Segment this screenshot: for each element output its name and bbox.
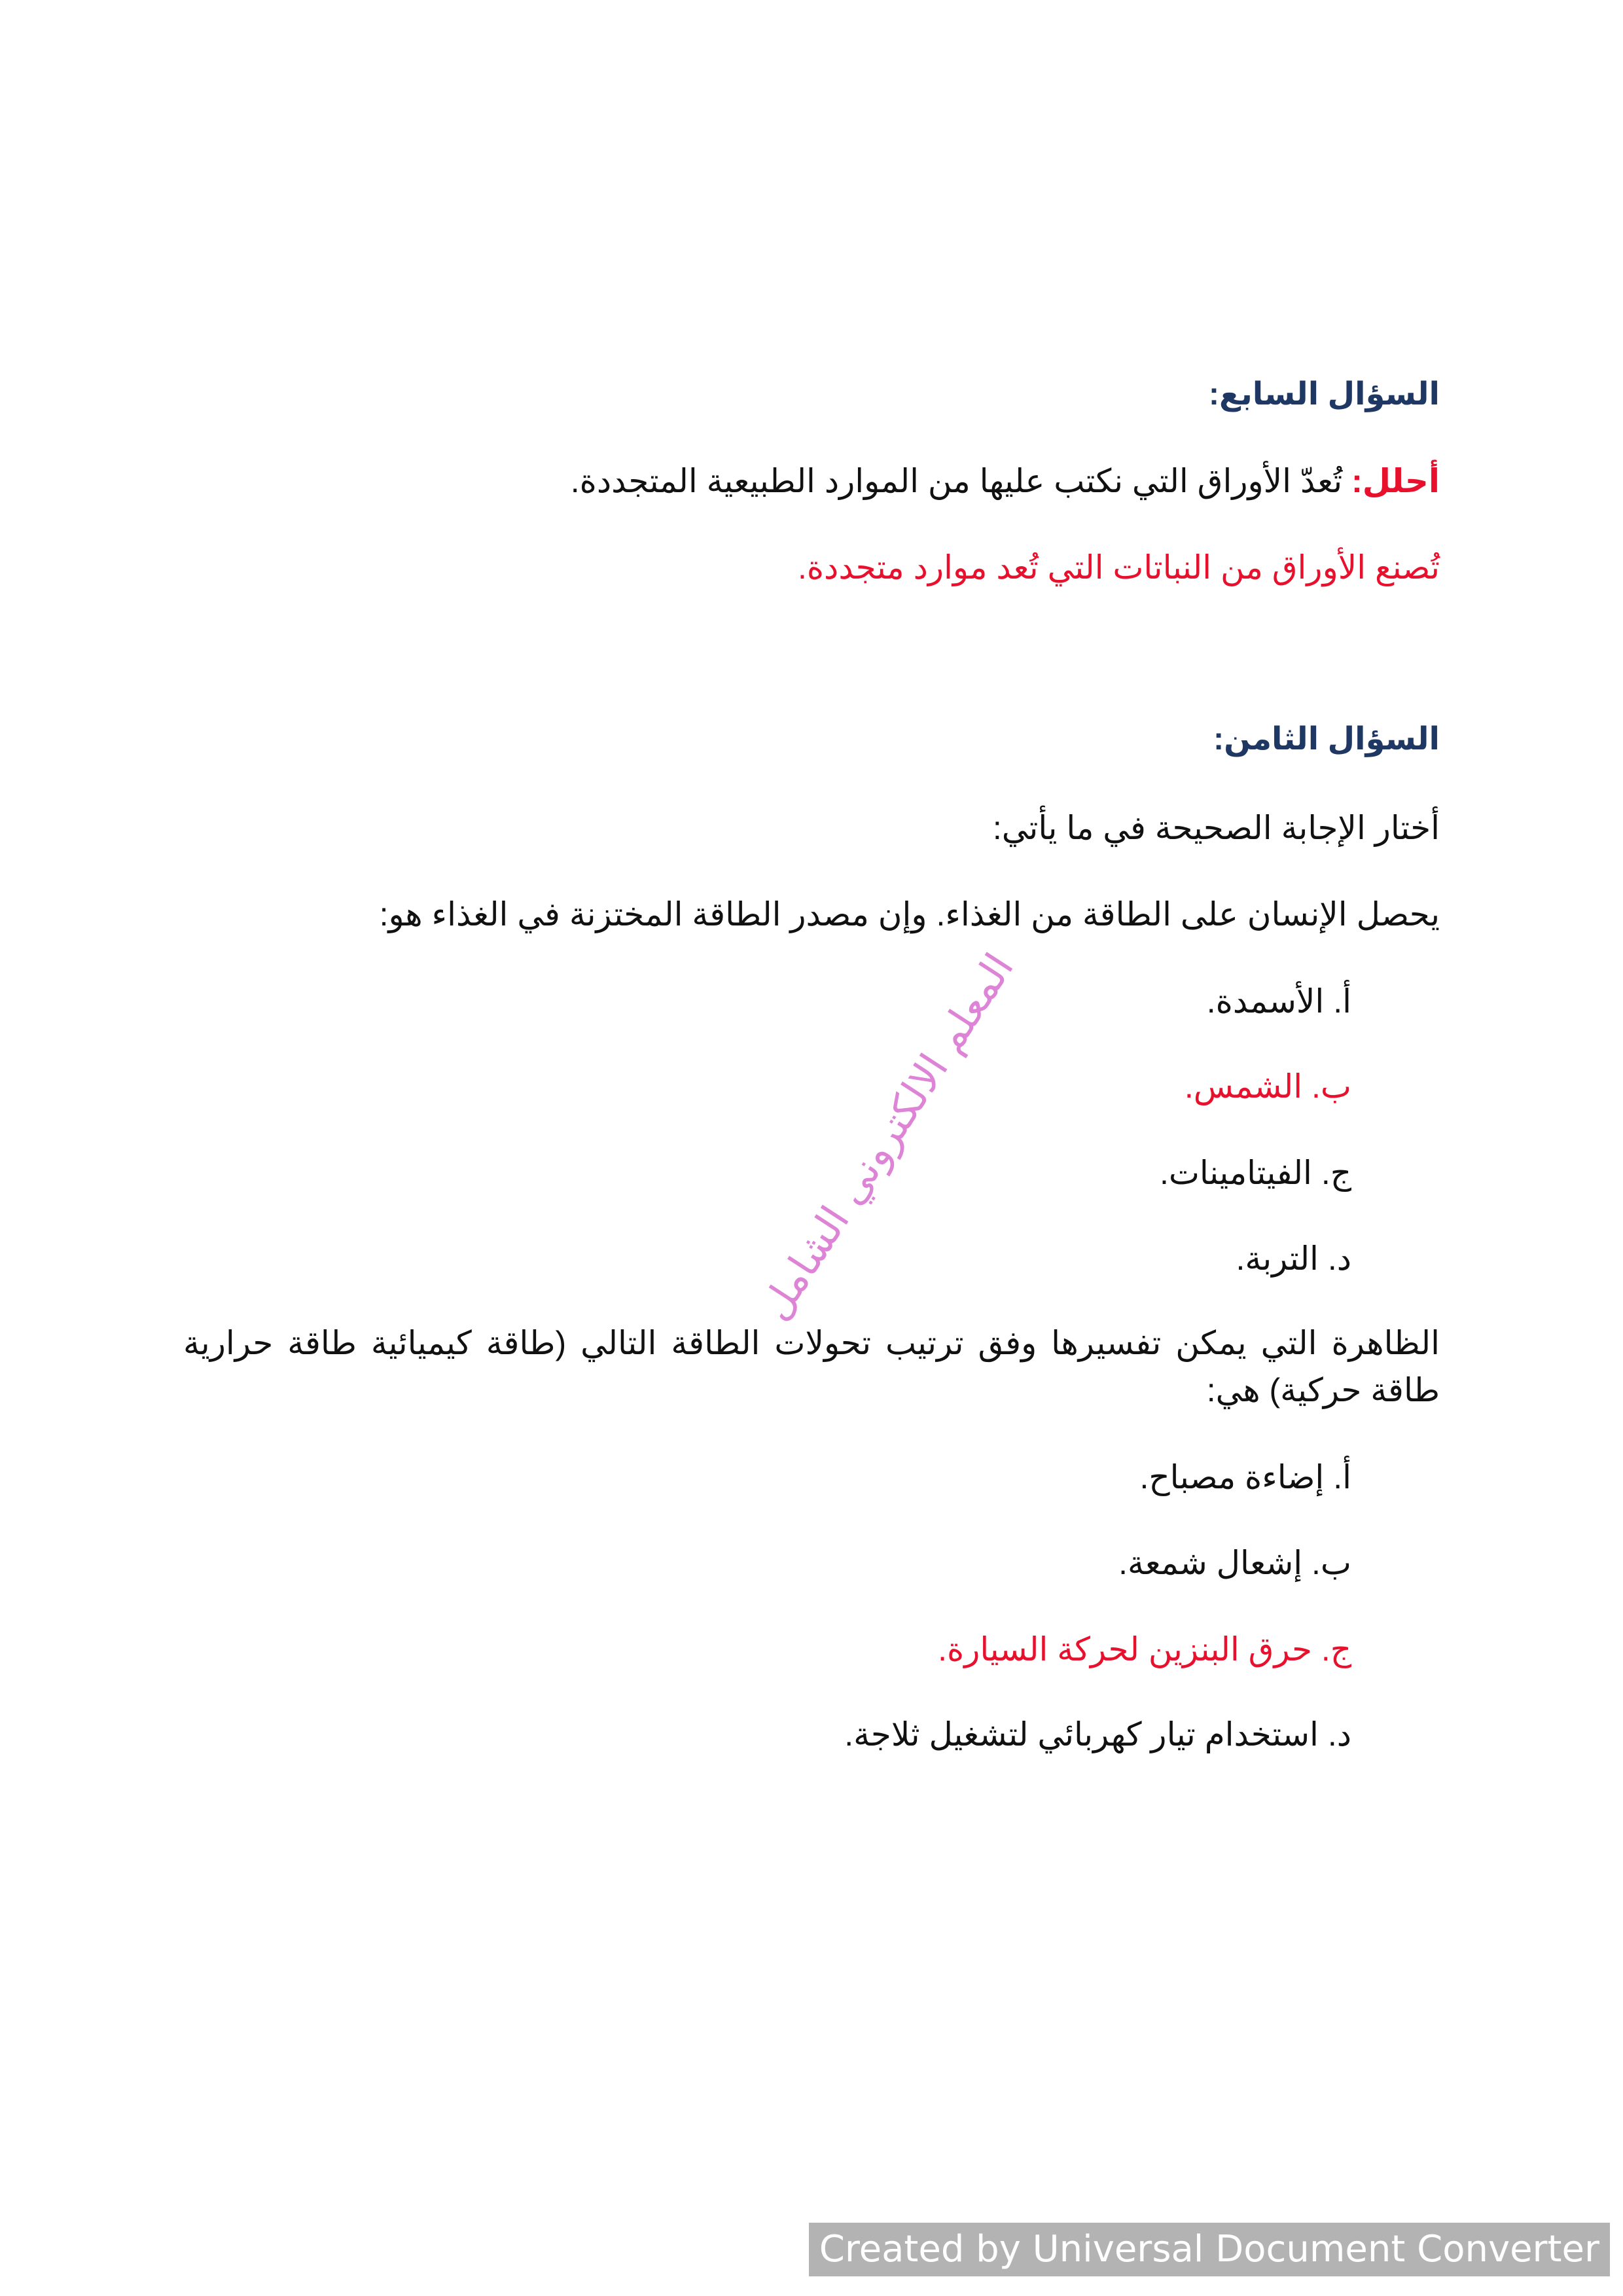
q8-item1-option-d: د. التربة.	[1236, 1240, 1351, 1277]
q7-answer: تُصنع الأوراق من النباتات التي تُعد موارد متجددة.	[797, 549, 1440, 586]
converter-footer-banner: Created by Universal Document Converter	[809, 2223, 1610, 2276]
watermark-text: المعلم الالكتروني الشامل	[751, 944, 1023, 1329]
q8-item1-option-b: ب. الشمس.	[1184, 1068, 1351, 1105]
q8-item1-option-c: ج. الفيتامينات.	[1159, 1155, 1351, 1191]
q8-instruction: أختار الإجابة الصحيحة في ما يأتي:	[992, 810, 1440, 846]
q7-prompt-label: أحلل:	[1351, 463, 1440, 499]
q8-heading: السؤال الثامن:	[1213, 722, 1440, 757]
q8-item2-option-d: د. استخدام تيار كهربائي لتشغيل ثلاجة.	[844, 1716, 1351, 1753]
q8-item2-stem: الظاهرة التي يمكن تفسيرها وفق ترتيب تحولات الطاقة التالي (طاقة كيميائية طاقة حرارية طاقة حركية) هي:	[183, 1325, 1440, 1408]
q7-prompt-text: تُعدّ الأوراق التي نكتب عليها من الموارد الطبيعية المتجددة.	[570, 463, 1352, 499]
q7-prompt	[571, 458, 1440, 504]
q8-item1-option-a: أ. الأسمدة.	[1206, 983, 1351, 1020]
q8-item1-stem: يحصل الإنسان على الطاقة من الغذاء. وإن مصدر الطاقة المختزنة في الغذاء هو:	[379, 896, 1440, 933]
q7-heading: السؤال السابع:	[1209, 377, 1440, 412]
q8-item2-option-b: ب. إشعال شمعة.	[1118, 1545, 1351, 1581]
q8-item2-option-c: ج. حرق البنزين لحركة السيارة.	[938, 1631, 1351, 1668]
q8-item2-option-a: أ. إضاءة مصباح.	[1139, 1459, 1351, 1496]
